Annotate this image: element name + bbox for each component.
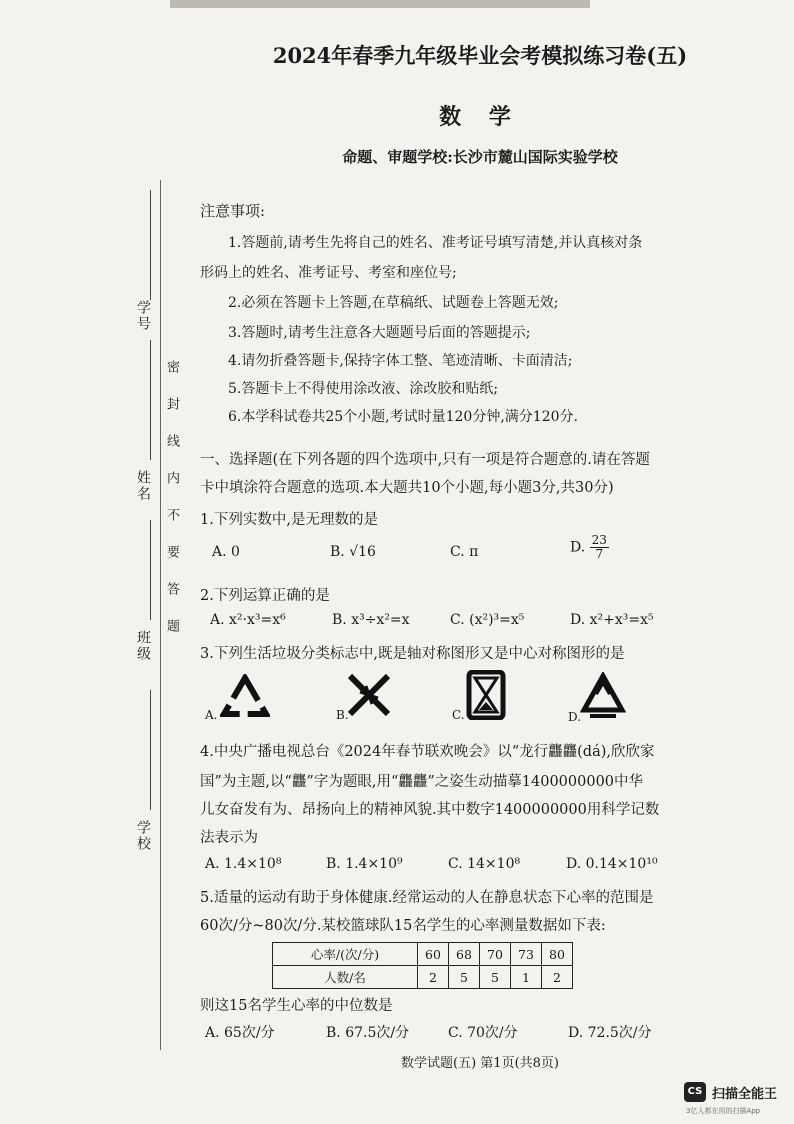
q2-option-d: D. x²+x³=x⁵ xyxy=(570,612,654,628)
table-header-cell: 心率/(次/分) xyxy=(273,943,418,966)
camscanner-logo-icon: CS xyxy=(684,1082,706,1102)
q3-option-c: C. xyxy=(452,708,465,722)
q1-option-c: C. π xyxy=(450,544,479,560)
q2-option-a: A. x²·x³=x⁶ xyxy=(210,612,286,628)
watermark-name: 扫描全能王 xyxy=(712,1087,778,1102)
question-4: 4.中央广播电视总台《2024年春节联欢晚会》以“龙行龘龘(dá),欣欣家 xyxy=(200,744,655,760)
q4-option-b: B. 1.4×10⁹ xyxy=(326,856,403,872)
denominator: 7 xyxy=(595,547,604,562)
numerator: 23 xyxy=(591,533,607,547)
fraction xyxy=(590,534,609,561)
hourglass-icon xyxy=(466,670,506,720)
question-1: 1.下列实数中,是无理数的是 xyxy=(200,512,378,528)
note-item: 4.请勿折叠答题卡,保持字体工整、笔迹清晰、卡面清洁; xyxy=(228,353,573,369)
crossed-arrows-icon xyxy=(346,672,392,718)
question-5: 5.适量的运动有助于身体健康.经常运动的人在静息状态下心率的范围是 xyxy=(200,890,654,906)
note-item: 形码上的姓名、准考证号、考室和座位号; xyxy=(200,265,457,281)
class-label: 班级 xyxy=(135,630,151,662)
table-cell: 68 xyxy=(449,943,480,966)
question-3: 3.下列生活垃圾分类标志中,既是轴对称图形又是中心对称图形的是 xyxy=(200,646,625,662)
name-line xyxy=(150,340,151,460)
q1-option-b: B. √16 xyxy=(330,544,376,560)
q1-option-d xyxy=(570,534,609,561)
question-5-cont: 60次/分~80次/分.某校篮球队15名学生的心率测量数据如下表: xyxy=(200,918,606,934)
table-cell: 1 xyxy=(511,966,542,989)
table-cell: 70 xyxy=(480,943,511,966)
note-item: 2.必须在答题卡上答题,在草稿纸、试题卷上答题无效; xyxy=(228,295,559,311)
q4-option-c: C. 14×10⁸ xyxy=(448,856,521,872)
q3-option-b: B. xyxy=(336,708,349,722)
q2-option-c: C. (x²)³=x⁵ xyxy=(450,612,525,628)
note-item: 1.答题前,请考生先将自己的姓名、准考证号填写清楚,并认真核对条 xyxy=(228,235,643,251)
subject-title: 数 学 xyxy=(439,104,521,130)
student-no-line xyxy=(150,190,151,300)
question-4-cont: 国”为主题,以“龘”字为题眼,用“龘龘”之姿生动描摹1400000000中华 xyxy=(200,774,644,790)
heart-rate-table xyxy=(272,942,573,989)
table-cell: 80 xyxy=(542,943,573,966)
table-cell: 73 xyxy=(511,943,542,966)
page-footer: 数学试题(五) 第1页(共8页) xyxy=(401,1056,559,1071)
q5-option-d: D. 72.5次/分 xyxy=(568,1025,652,1041)
recycle-triangle-icon xyxy=(220,674,270,720)
section-heading-cont: 卡中填涂符合题意的选项.本大题共10个小题,每小题3分,共30分) xyxy=(200,480,614,496)
exam-title: 2024年春季九年级毕业会考模拟练习卷(五) xyxy=(272,43,688,68)
scan-edge xyxy=(170,0,590,8)
question-5-ask: 则这15名学生心率的中位数是 xyxy=(200,998,393,1014)
note-item: 6.本学科试卷共25个小题,考试时量120分钟,满分120分. xyxy=(228,409,578,425)
note-item: 5.答题卡上不得使用涂改液、涂改胶和贴纸; xyxy=(228,381,499,397)
student-no-label: 学号 xyxy=(135,300,151,332)
q4-option-d: D. 0.14×10¹⁰ xyxy=(566,856,658,872)
q2-option-b: B. x³÷x²=x xyxy=(332,612,410,628)
q3-option-a: A. xyxy=(205,708,218,722)
school-line-text: 命题、审题学校:长沙市麓山国际实验学校 xyxy=(342,148,618,166)
q4-option-a: A. 1.4×10⁸ xyxy=(205,856,282,872)
question-4-cont: 法表示为 xyxy=(200,830,258,846)
question-4-cont: 儿女奋发有为、昂扬向上的精神风貌.其中数字1400000000用科学记数 xyxy=(200,802,660,818)
table-row xyxy=(273,966,573,989)
section-heading: 一、选择题(在下列各题的四个选项中,只有一项是符合题意的.请在答题 xyxy=(200,452,650,468)
notes-title: 注意事项: xyxy=(200,202,266,220)
q5-option-c: C. 70次/分 xyxy=(448,1025,518,1041)
recycle-arrows-icon xyxy=(580,672,626,722)
q1-option-a: A. 0 xyxy=(212,544,240,560)
q5-option-a: A. 65次/分 xyxy=(205,1025,275,1041)
school-line xyxy=(150,690,151,810)
question-2: 2.下列运算正确的是 xyxy=(200,588,330,604)
name-label: 姓名 xyxy=(135,470,151,502)
note-item: 3.答题时,请考生注意各大题题号后面的答题提示; xyxy=(228,325,531,341)
table-header-cell: 人数/名 xyxy=(273,966,418,989)
binding-line xyxy=(160,180,161,1050)
watermark-tagline: 3亿人都在用的扫描App xyxy=(686,1107,761,1115)
table-cell: 2 xyxy=(542,966,573,989)
q1-option-d-prefix: D. xyxy=(570,539,586,556)
table-row xyxy=(273,943,573,966)
table-cell: 60 xyxy=(418,943,449,966)
table-cell: 5 xyxy=(449,966,480,989)
table-cell: 2 xyxy=(418,966,449,989)
school-label: 学校 xyxy=(135,820,151,852)
q5-option-b: B. 67.5次/分 xyxy=(326,1025,410,1041)
class-line xyxy=(150,520,151,620)
table-cell: 5 xyxy=(480,966,511,989)
seal-warning: 密封线内不要答题 xyxy=(164,360,179,656)
q3-option-d: D. xyxy=(568,710,582,724)
